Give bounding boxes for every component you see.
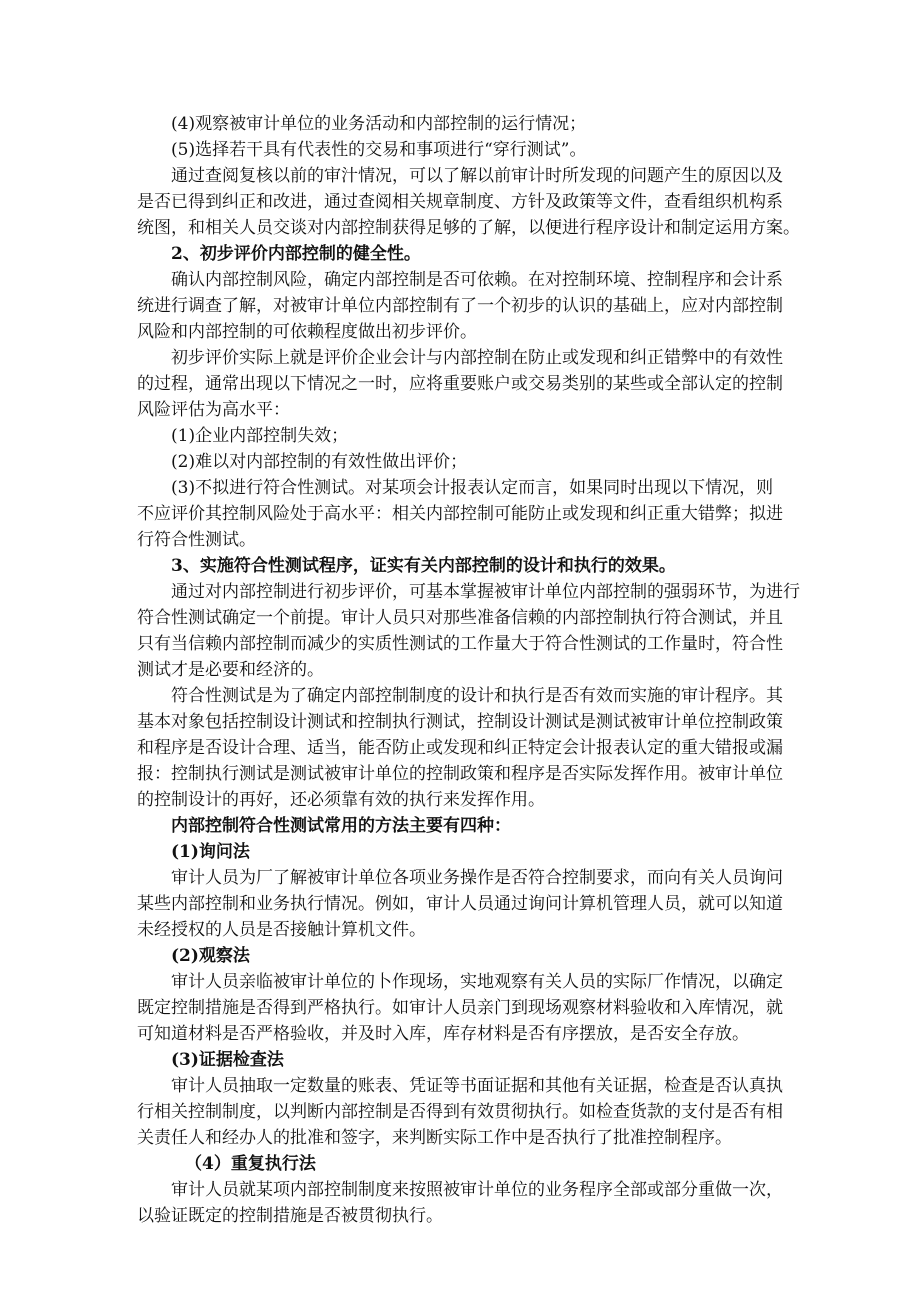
section-heading: 3、实施符合性测试程序，证实有关内部控制的设计和执行的效果。 [171, 556, 676, 576]
text-line: 只有当信赖内部控制而减少的实质性测试的工作量大于符合性测试的工作量时，符合性 [137, 634, 783, 654]
text-line: 是否已得到纠正和改进，通过查阅相关规章制度、方针及政策等文件，查看组织机构系 [137, 192, 783, 212]
text-line: 以验证既定的控制措施是否被贯彻执行。 [137, 1206, 443, 1226]
text-line: (5)选择若干具有代表性的交易和事项进行“穿行测试”。 [171, 140, 587, 160]
text-line: 行符合性测试。 [137, 530, 256, 550]
document-body [137, 111, 800, 1229]
text-line: 未经授权的人员是否接触计算机文件。 [137, 920, 426, 940]
text-line: 审计人员亲临被审计单位的卜作现场，实地观察有关人员的实际厂作情况，以确定 [171, 972, 783, 992]
text-line: 风险和内部控制的可依赖程度做出初步评价。 [137, 322, 477, 342]
text-line: 和程序是否设计合理、适当，能否防止或发现和纠正特定会计报表认定的重大错报或漏 [137, 738, 783, 758]
text-line: 统图，和相关人员交谈对内部控制获得足够的了解，以便进行程序设计和制定运用方案。 [137, 218, 800, 238]
text-line: (2)难以对内部控制的有效性做出评价； [171, 452, 468, 472]
section-heading: （4）重复执行法 [185, 1154, 316, 1174]
text-line: 不应评价其控制风险处于高水平：相关内部控制可能防止或发现和纠正重大错弊；拟进 [137, 504, 783, 524]
text-line: 既定控制措施是否得到严格执行。如审计人员亲门到现场观察材料验收和入库情况，就 [137, 998, 783, 1018]
text-line: (3)不拟进行符合性测试。对某项会计报表认定而言，如果同时出现以下情况，则 [171, 478, 774, 498]
section-heading: (2)观察法 [171, 946, 250, 966]
text-line: 符合性测试是为了确定内部控制制度的设计和执行是否有效而实施的审计程序。其 [171, 686, 783, 706]
text-line: 审计人员抽取一定数量的账表、凭证等书面证据和其他有关证据，检查是否认真执 [171, 1076, 783, 1096]
text-line: 报：控制执行测试是测试被审计单位的控制政策和程序是否实际发挥作用。被审计单位 [137, 764, 783, 784]
text-line: 测试才是必要和经济的。 [137, 660, 324, 680]
text-line: 确认内部控制风险，确定内部控制是否可依赖。在对控制环境、控制程序和会计系 [171, 270, 783, 290]
text-line: 审计人员就某项内部控制制度来按照被审计单位的业务程序全部或部分重做一次， [171, 1180, 783, 1200]
text-line: (4)观察被审计单位的业务活动和内部控制的运行情况； [171, 114, 587, 134]
text-line: 符合性测试确定一个前提。审计人员只对那些准备信赖的内部控制执行符合测试，并且 [137, 608, 783, 628]
section-heading: (1)询问法 [171, 842, 250, 862]
text-line: 某些内部控制和业务执行情况。例如，审计人员通过询问计算机管理人员，就可以知道 [137, 894, 783, 914]
text-line: 审计人员为厂了解被审计单位各项业务操作是否符合控制要求，而向有关人员询问 [171, 868, 783, 888]
text-line: 初步评价实际上就是评价企业会计与内部控制在防止或发现和纠正错弊中的有效性 [171, 348, 783, 368]
section-heading: 内部控制符合性测试常用的方法主要有四种： [171, 816, 511, 836]
text-line: 通过对内部控制进行初步评价，可基本掌握被审计单位内部控制的强弱环节，为进行 [171, 582, 800, 602]
text-line: 风险评估为高水平： [137, 400, 290, 420]
text-line: 关责任人和经办人的批准和签字，来判断实际工作中是否执行了批准控制程序。 [137, 1128, 732, 1148]
text-line: 的控制设计的再好，还必须靠有效的执行来发挥作用。 [137, 790, 545, 810]
text-line: 可知道材料是否严格验收，并及时入库，库存材料是否有序摆放，是否安全存放。 [137, 1024, 749, 1044]
text-line: 行相关控制制度，以判断内部控制是否得到有效贯彻执行。如检查货款的支付是否有相 [137, 1102, 783, 1122]
text-line: 统进行调查了解，对被审计单位内部控制有了一个初步的认识的基础上，应对内部控制 [137, 296, 783, 316]
text-line: 通过查阅复核以前的审汁情况，可以了解以前审计时所发现的问题产生的原因以及 [171, 166, 783, 186]
section-heading: (3)证据检查法 [171, 1050, 284, 1070]
text-line: 的过程，通常出现以下情况之一时，应将重要账户或交易类别的某些或全部认定的控制 [137, 374, 783, 394]
text-line: 基本对象包括控制设计测试和控制执行测试，控制设计测试是测试被审计单位控制政策 [137, 712, 783, 732]
text-line: (1)企业内部控制失效； [171, 426, 349, 446]
section-heading: 2、初步评价内部控制的健全性。 [171, 244, 421, 264]
